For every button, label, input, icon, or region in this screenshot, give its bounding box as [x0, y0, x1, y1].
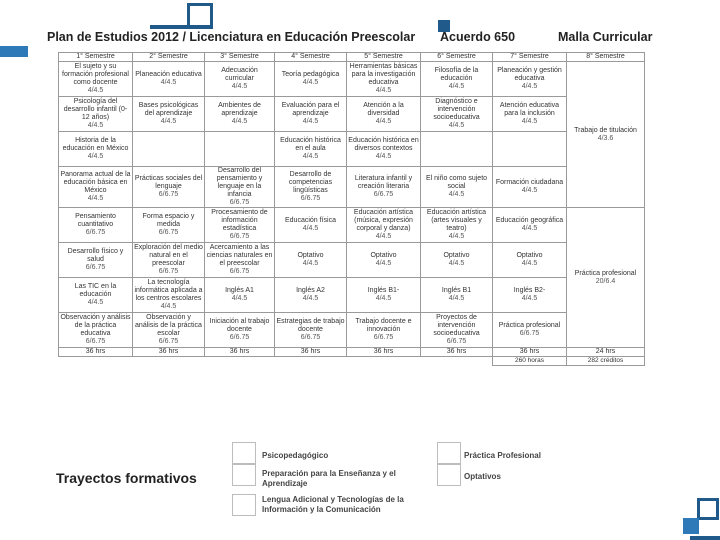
course-cell: [347, 208, 421, 243]
course-cell: [205, 278, 275, 313]
course-hours-credits: 4/4.5: [375, 260, 392, 267]
course-name: Desarrollo del pensamiento y lenguaje en la infancia: [216, 167, 263, 198]
course-cell: [275, 278, 347, 313]
semester-header-3: 3° Semestre: [205, 53, 275, 62]
course-hours-credits: 6/6.75: [519, 330, 540, 337]
course-hours-credits: 4/4.5: [87, 153, 104, 160]
semester-total-hours: 36 hrs: [275, 348, 347, 357]
course-cell: [347, 243, 421, 278]
curricular-label: Malla Curricular: [558, 30, 653, 44]
course-row: [59, 243, 645, 278]
deco-left-block: [0, 46, 28, 57]
total-credits: 282 créditos: [567, 357, 645, 366]
course-hours-credits: 4/4.5: [448, 191, 465, 198]
legend-swatch-optativos: [437, 464, 461, 486]
legend-swatch-ensenanza: [232, 464, 256, 486]
course-cell: [59, 243, 133, 278]
course-name: Práctica profesional: [574, 269, 637, 277]
semester-header-7: 7° Semestre: [493, 53, 567, 62]
course-cell: [493, 97, 567, 132]
legend-swatch-practica: [437, 442, 461, 464]
course-row: [59, 208, 645, 243]
course-cell: [205, 243, 275, 278]
course-hours-credits: 6/6.75: [158, 229, 179, 236]
course-cell: [493, 278, 567, 313]
legend-swatch-lengua-tic: [232, 494, 256, 516]
plan-title: Plan de Estudios 2012 / Licenciatura en Educación Preescolar: [47, 30, 416, 44]
course-cell: [275, 313, 347, 348]
course-hours-credits: 4/4.5: [375, 295, 392, 302]
course-cell: [59, 97, 133, 132]
course-hours-credits: 6/6.75: [85, 229, 106, 236]
course-name: Inglés B2-: [513, 287, 546, 294]
semester-header-4: 4° Semestre: [275, 53, 347, 62]
course-name: Bases psicológicas del aprendizaje: [138, 102, 199, 117]
course-cell: [205, 167, 275, 208]
semester-total-hours: 36 hrs: [205, 348, 275, 357]
course-hours-credits: 6/6.75: [300, 195, 321, 202]
course-hours-credits: 4/4.5: [87, 299, 104, 306]
course-cell: [275, 167, 347, 208]
course-cell: [205, 208, 275, 243]
legend-label-psicopedagogico: Psicopedagógico: [262, 451, 329, 460]
semester-total-hours: 36 hrs: [421, 348, 493, 357]
course-hours-credits: 4/4.5: [448, 233, 465, 240]
course-hours-credits: 6/6.75: [229, 199, 250, 206]
course-hours-credits: 4/4.5: [521, 295, 538, 302]
course-name: Atención educativa para la inclusión: [499, 102, 560, 117]
course-name: Trabajo de titulación: [574, 126, 637, 134]
course-hours-credits: 4/4.5: [521, 187, 538, 194]
legend-label-optativos: Optativos: [464, 472, 501, 481]
course-name: Psicología del desarrollo infantil (0-12 años): [63, 98, 128, 121]
course-hours-credits: 4/4.5: [160, 303, 177, 310]
course-hours-credits: 4/3.6: [597, 134, 614, 142]
course-hours-credits: 4/4.5: [375, 118, 392, 125]
course-cell: [133, 278, 205, 313]
course-cell: [133, 208, 205, 243]
course-name: Desarrollo físico y salud: [67, 248, 124, 263]
course-name: Inglés A2: [296, 287, 325, 294]
course-hours-credits: 4/4.5: [448, 83, 465, 90]
course-name: Literatura infantil y creación literaria: [354, 175, 413, 190]
course-cell: [347, 62, 421, 97]
course-hours-credits: 4/4.5: [302, 118, 319, 125]
course-cell: [421, 243, 493, 278]
course-name: El niño como sujeto social: [425, 175, 488, 190]
semester-header-8: 8° Semestre: [567, 53, 645, 62]
course-hours-credits: 6/6.75: [300, 334, 321, 341]
legend-swatch-psicopedagogico: [232, 442, 256, 464]
course-cell: [275, 132, 347, 167]
course-hours-credits: 6/6.75: [373, 334, 394, 341]
course-cell: [347, 132, 421, 167]
course-cell: [205, 62, 275, 97]
blank-cell: [275, 357, 347, 366]
deco-top-bar: [150, 25, 210, 29]
course-hours-credits: 4/4.5: [521, 118, 538, 125]
course-hours-credits: 6/6.75: [158, 191, 179, 198]
blank-cell: [59, 357, 133, 366]
course-hours-credits: 4/4.5: [160, 79, 177, 86]
course-hours-credits: 4/4.5: [87, 87, 104, 94]
course-hours-credits: 6/6.75: [229, 268, 250, 275]
course-hours-credits: 4/4.5: [375, 87, 392, 94]
course-name: Teoría pedagógica: [281, 71, 340, 78]
course-hours-credits: 4/4.5: [302, 295, 319, 302]
course-hours-credits: 4/4.5: [231, 83, 248, 90]
course-cell: [59, 167, 133, 208]
course-cell: [347, 313, 421, 348]
course-cell: [275, 62, 347, 97]
course-hours-credits: 6/6.75: [85, 264, 106, 271]
course-hours-credits: 6/6.75: [229, 233, 250, 240]
course-name: Educación física: [285, 217, 336, 224]
course-cell: [567, 62, 645, 208]
course-hours-credits: 6/6.75: [158, 338, 179, 345]
course-name: Estrategias de trabajo docente: [276, 318, 345, 333]
course-cell: [133, 243, 205, 278]
course-name: Ambientes de aprendizaje: [218, 102, 261, 117]
course-cell: [347, 278, 421, 313]
course-hours-credits: 4/4.5: [448, 295, 465, 302]
course-name: Observación y análisis de la práctica educativa: [60, 314, 131, 337]
course-row: [59, 62, 645, 97]
course-cell: [421, 62, 493, 97]
course-name: La tecnología informática aplicada a los centros escolares: [134, 279, 203, 302]
course-cell: [59, 208, 133, 243]
legend-label-ensenanza: Preparación para la Enseñanza y el Aprendizaje: [262, 469, 396, 488]
semester-total-hours: 36 hrs: [133, 348, 205, 357]
course-name: Procesamiento de información estadística: [211, 209, 268, 232]
legend-label-practica: Práctica Profesional: [464, 451, 541, 460]
course-name: Proyectos de intervención socioeducativa: [433, 314, 480, 337]
course-hours-credits: 4/4.5: [375, 233, 392, 240]
course-name: Adecuación curricular: [221, 67, 258, 82]
course-row: [59, 167, 645, 208]
course-name: Optativo: [516, 252, 543, 259]
course-cell: [275, 97, 347, 132]
course-hours-credits: 4/4.5: [302, 225, 319, 232]
course-name: Pensamiento cuantitativo: [75, 213, 116, 228]
semester-header-5: 5° Semestre: [347, 53, 421, 62]
course-cell: [59, 62, 133, 97]
course-name: El sujeto y su formación profesional como docente: [62, 63, 129, 86]
deco-bottom-block: [683, 518, 699, 534]
course-name: Educación artística (música, expresión corporal y danza): [353, 209, 414, 232]
curriculum-grid: [58, 52, 645, 366]
course-name: Forma espacio y medida: [142, 213, 195, 228]
course-cell: [205, 132, 275, 167]
course-cell: [275, 208, 347, 243]
total-hours: 260 horas: [493, 357, 567, 366]
legend-label-lengua-tic: Lengua Adicional y Tecnologías de la Información y la Comunicación: [262, 495, 404, 514]
deco-bottom-square-outline: [697, 498, 719, 520]
course-hours-credits: 6/6.75: [446, 338, 467, 345]
totals-summary-row: [59, 357, 645, 366]
course-cell: [421, 278, 493, 313]
course-name: Planeación educativa: [135, 71, 202, 78]
course-cell: [493, 208, 567, 243]
semester-header-6: 6° Semestre: [421, 53, 493, 62]
course-hours-credits: 4/4.5: [448, 260, 465, 267]
course-name: Educación artística (artes visuales y teatro): [426, 209, 487, 232]
semester-total-hours: 36 hrs: [493, 348, 567, 357]
course-name: Educación histórica en el aula: [280, 137, 341, 152]
course-cell: [493, 243, 567, 278]
course-cell: [347, 167, 421, 208]
course-name: Exploración del medio natural en el preescolar: [134, 244, 203, 267]
course-cell: [205, 313, 275, 348]
course-hours-credits: 4/4.5: [87, 122, 104, 129]
course-hours-credits: 6/6.75: [229, 334, 250, 341]
course-cell: [421, 167, 493, 208]
course-name: Educación geográfica: [495, 217, 564, 224]
course-cell: [493, 313, 567, 348]
course-cell: [133, 97, 205, 132]
course-name: Diagnóstico e intervención socioeducativa: [433, 98, 480, 121]
course-cell: [59, 132, 133, 167]
course-cell: [275, 243, 347, 278]
course-name: Acercamiento a las ciencias naturales en el preescolar: [206, 244, 273, 267]
semester-header-1: 1° Semestre: [59, 53, 133, 62]
course-name: Filosofía de la educación: [434, 67, 479, 82]
course-cell: [493, 167, 567, 208]
deco-bottom-bar: [690, 536, 720, 540]
course-hours-credits: 4/4.5: [302, 79, 319, 86]
course-hours-credits: 4/4.5: [375, 153, 392, 160]
course-row: [59, 278, 645, 313]
course-cell: [133, 167, 205, 208]
course-cell: [421, 208, 493, 243]
course-hours-credits: 4/4.5: [160, 118, 177, 125]
blank-cell: [133, 357, 205, 366]
course-hours-credits: 4/4.5: [521, 225, 538, 232]
course-name: Inglés B1: [441, 287, 472, 294]
course-cell: [421, 313, 493, 348]
course-cell: [59, 278, 133, 313]
semester-total-hours: 36 hrs: [347, 348, 421, 357]
course-hours-credits: 4/4.5: [302, 153, 319, 160]
course-cell: [205, 97, 275, 132]
course-cell: [133, 132, 205, 167]
course-hours-credits: 4/4.5: [302, 260, 319, 267]
course-name: Educación histórica en diversos contextos: [348, 137, 419, 152]
course-row: [59, 97, 645, 132]
semester-total-hours: 24 hrs: [567, 348, 645, 357]
blank-cell: [205, 357, 275, 366]
course-cell: [133, 62, 205, 97]
semester-header-2: 2° Semestre: [133, 53, 205, 62]
course-name: Atención a la diversidad: [363, 102, 404, 117]
course-name: Las TIC en la educación: [74, 283, 117, 298]
semester-total-hours: 36 hrs: [59, 348, 133, 357]
course-hours-credits: 6/6.75: [85, 338, 106, 345]
course-hours-credits: 4/4.5: [231, 295, 248, 302]
course-name: Evaluación para el aprendizaje: [281, 102, 340, 117]
course-name: Desarrollo de competencias lingüísticas: [288, 171, 333, 194]
course-name: Panorama actual de la educación básica en México: [60, 171, 131, 194]
blank-cell: [347, 357, 421, 366]
blank-cell: [421, 357, 493, 366]
agreement-label: Acuerdo 650: [440, 30, 516, 44]
course-hours-credits: 4/4.5: [87, 195, 104, 202]
course-hours-credits: 4/4.5: [448, 122, 465, 129]
course-name: Optativo: [370, 252, 397, 259]
course-row: [59, 313, 645, 348]
course-name: Trabajo docente e innovación: [355, 318, 412, 333]
course-cell: [59, 313, 133, 348]
course-name: Observación y análisis de la práctica escolar: [135, 314, 202, 337]
course-name: Inglés B1-: [367, 287, 400, 294]
course-hours-credits: 6/6.75: [158, 268, 179, 275]
course-name: Prácticas sociales del lenguaje: [134, 175, 203, 190]
course-cell: [347, 97, 421, 132]
course-name: Optativo: [443, 252, 470, 259]
course-cell: [493, 62, 567, 97]
course-name: Inglés A1: [225, 287, 254, 294]
course-name: Formación ciudadana: [495, 179, 564, 186]
course-row: [59, 132, 645, 167]
course-name: Iniciación al trabajo docente: [209, 318, 270, 333]
course-name: Optativo: [297, 252, 324, 259]
semester-header-row: [59, 53, 645, 62]
course-hours-credits: 6/6.75: [373, 191, 394, 198]
course-cell: [493, 132, 567, 167]
totals-hours-row: [59, 348, 645, 357]
course-cell: [421, 132, 493, 167]
course-cell: [421, 97, 493, 132]
course-hours-credits: 4/4.5: [521, 260, 538, 267]
course-cell: [567, 208, 645, 348]
course-hours-credits: 20/6.4: [595, 277, 616, 285]
course-name: Práctica profesional: [498, 322, 561, 329]
course-name: Herramientas básicas para la investigación educativa: [349, 63, 418, 86]
legend-title: Trayectos formativos: [56, 470, 197, 486]
course-name: Historia de la educación en México: [62, 137, 129, 152]
course-name: Planeación y gestión educativa: [497, 67, 562, 82]
course-hours-credits: 4/4.5: [521, 83, 538, 90]
course-hours-credits: 4/4.5: [231, 118, 248, 125]
course-cell: [133, 313, 205, 348]
